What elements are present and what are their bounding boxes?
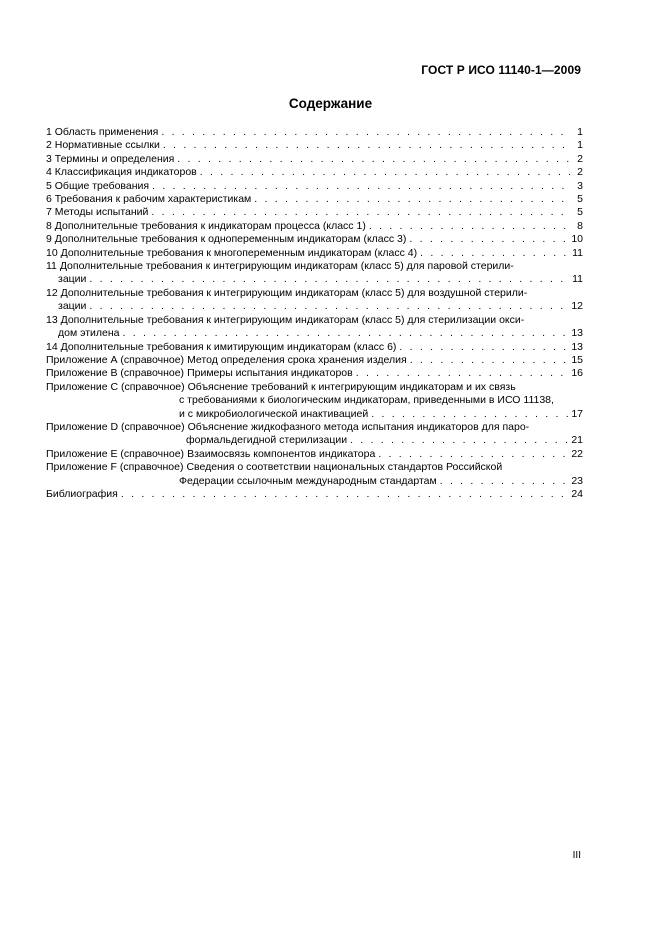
toc-entry-page: 15 xyxy=(571,353,583,366)
toc-entry-line xyxy=(46,341,583,354)
toc-entry-label: 11 Дополнительные требования к интегрирующим индикаторам (класс 5) для паровой стерили- xyxy=(46,260,514,273)
toc-entry-page: 17 xyxy=(571,407,583,420)
appendix-title: с требованиями к биологическим индикаторам, приведенными в ИСО 11138, xyxy=(179,394,554,407)
toc-entry-line xyxy=(46,166,583,179)
toc-entry-line xyxy=(46,193,583,206)
toc-entry-line xyxy=(46,126,583,139)
appendix-title: Объяснение жидкофазного метода испытания индикаторов для паро- xyxy=(187,420,530,433)
page-title: Содержание xyxy=(288,96,373,111)
toc-entry-page: 11 xyxy=(572,246,583,259)
toc-entry-page: 11 xyxy=(572,273,583,286)
toc-entry-page: 5 xyxy=(577,206,583,219)
appendix-prefix: Приложение Е (справочное) xyxy=(46,447,185,460)
appendix-continuation xyxy=(46,434,583,447)
toc-entry[interactable] xyxy=(46,180,583,193)
appendix-title: Объяснение требований к интегрирующим индикаторам и их связь xyxy=(187,380,516,393)
appendix-title: и с микробиологической инактивацией xyxy=(179,407,369,420)
toc-entry-first-line xyxy=(46,314,583,327)
toc-entry[interactable] xyxy=(46,206,583,219)
dot-leader xyxy=(121,488,569,501)
dot-leader xyxy=(161,126,571,139)
toc-entry-continuation xyxy=(46,273,583,286)
toc-entry-line xyxy=(46,206,583,219)
toc-entry-label: 6 Требования к рабочим характеристикам xyxy=(46,193,252,206)
appendix-title: Сведения о соответствии национальных стандартов Российской xyxy=(186,461,503,474)
appendix-first-line xyxy=(46,461,583,474)
toc-entry-continuation xyxy=(46,300,583,313)
dot-leader xyxy=(151,206,571,219)
toc-entry-first-line xyxy=(46,287,583,300)
toc-entry-page: 12 xyxy=(571,300,583,313)
toc-entry[interactable] xyxy=(46,166,583,179)
toc-entry-page: 13 xyxy=(571,340,583,353)
dot-leader xyxy=(89,300,569,313)
toc-entry-page: 1 xyxy=(577,139,583,152)
toc-entry-page: 10 xyxy=(571,233,583,246)
toc-entry-label: 3 Термины и определения xyxy=(46,152,175,165)
toc-entry-page: 23 xyxy=(571,474,583,487)
toc-entry-line xyxy=(46,139,583,152)
toc-entry-label: 4 Классификация индикаторов xyxy=(46,166,197,179)
appendix-first-line xyxy=(46,354,583,367)
dot-leader xyxy=(378,448,569,461)
toc-entry[interactable] xyxy=(46,314,583,341)
appendix-first-line xyxy=(46,381,583,394)
toc-entry[interactable] xyxy=(46,139,583,152)
toc-entry-label: 7 Методы испытаний xyxy=(46,206,149,219)
table-of-contents xyxy=(46,126,583,501)
toc-entry-page: 21 xyxy=(571,434,583,447)
toc-entry-label: 13 Дополнительные требования к интегрирующим индикаторам (класс 5) для стерилизации окси- xyxy=(46,313,525,326)
toc-entry-continuation xyxy=(46,327,583,340)
toc-entry-label: 1 Область применения xyxy=(46,126,159,138)
toc-entry-line xyxy=(46,153,583,166)
dot-leader xyxy=(152,180,571,193)
toc-entry-line xyxy=(46,247,583,260)
toc-entry-label-cont: дом этилена xyxy=(58,327,120,340)
toc-sections xyxy=(46,126,583,354)
toc-appendices xyxy=(46,354,583,488)
dot-leader xyxy=(369,220,571,233)
toc-entry-page: 2 xyxy=(577,166,583,179)
toc-entry-label-cont: зации xyxy=(58,300,87,313)
toc-entry[interactable] xyxy=(46,233,583,246)
appendix-title: Метод определения срока хранения изделия xyxy=(187,353,407,366)
toc-entry[interactable] xyxy=(46,153,583,166)
toc-entry-line xyxy=(46,180,583,193)
appendix-prefix: Приложение А (справочное) xyxy=(46,353,185,366)
toc-entry-label: 10 Дополнительные требования к многопеременным индикаторам (класс 4) xyxy=(46,246,418,259)
dot-leader xyxy=(371,408,569,421)
toc-entry[interactable] xyxy=(46,287,583,314)
dot-leader xyxy=(440,475,570,488)
toc-entry-line xyxy=(46,220,583,233)
toc-entry-page: 22 xyxy=(571,447,583,460)
appendix-title: Примеры испытания индикаторов xyxy=(187,367,353,380)
appendix-title: Федерации ссылочным международным стандартам xyxy=(179,474,437,487)
appendix-first-line xyxy=(46,367,583,380)
toc-appendix-entry[interactable] xyxy=(46,354,583,367)
dot-leader xyxy=(123,327,570,340)
page-number: III xyxy=(572,850,581,861)
appendix-first-line xyxy=(46,448,583,461)
toc-entry-first-line xyxy=(46,260,583,273)
toc-entry-label: 5 Общие требования xyxy=(46,179,150,192)
dot-leader xyxy=(89,273,570,286)
toc-entry-bibliography[interactable] xyxy=(46,488,583,501)
appendix-first-line xyxy=(46,421,583,434)
dot-leader xyxy=(399,341,569,354)
toc-appendix-entry[interactable] xyxy=(46,381,583,421)
toc-entry-label: 2 Нормативные ссылки xyxy=(46,139,160,152)
toc-appendix-entry[interactable] xyxy=(46,367,583,380)
toc-entry[interactable] xyxy=(46,247,583,260)
toc-entry-label: 14 Дополнительные требования к имитирующим индикаторам (класс 6) xyxy=(46,340,397,353)
toc-entry-page: 13 xyxy=(571,327,583,340)
toc-entry[interactable] xyxy=(46,260,583,287)
dot-leader xyxy=(410,354,570,367)
appendix-prefix: Приложение В (справочное) xyxy=(46,367,185,380)
dot-leader xyxy=(420,247,570,260)
toc-entry-page: 8 xyxy=(577,219,583,232)
appendix-title: Взаимосвязь компонентов индикатора xyxy=(187,447,376,460)
toc-entry-line xyxy=(46,233,583,246)
dot-leader xyxy=(254,193,571,206)
toc-entry-page: 1 xyxy=(577,126,583,138)
toc-appendix-entry[interactable] xyxy=(46,448,583,461)
toc-entry-label: Библиография xyxy=(46,487,118,500)
toc-entry-label: 8 Дополнительные требования к индикаторам процесса (класс 1) xyxy=(46,219,366,232)
dot-leader xyxy=(350,434,569,447)
appendix-title: формальдегидной стерилизации xyxy=(186,434,348,447)
appendix-continuation xyxy=(46,394,583,407)
appendix-prefix: Приложение D (справочное) xyxy=(46,420,185,433)
toc-entry[interactable] xyxy=(46,220,583,233)
toc-entry[interactable] xyxy=(46,126,583,139)
dot-leader xyxy=(409,233,569,246)
appendix-continuation xyxy=(46,475,583,488)
toc-appendix-entry[interactable] xyxy=(46,461,583,488)
toc-entry-page: 3 xyxy=(577,179,583,192)
dot-leader xyxy=(177,153,571,166)
toc-entry[interactable] xyxy=(46,341,583,354)
toc-entry-label-cont: зации xyxy=(58,273,87,286)
toc-entry-label: 9 Дополнительные требования к однопеременным индикаторам (класс 3) xyxy=(46,233,407,246)
appendix-continuation xyxy=(46,408,583,421)
toc-entry-page: 16 xyxy=(571,367,583,380)
toc-entry-page: 2 xyxy=(577,152,583,165)
appendix-prefix: Приложение F (справочное) xyxy=(46,461,184,474)
toc-entry-page: 24 xyxy=(571,487,583,500)
toc-entry-label: 12 Дополнительные требования к интегрирующим индикаторам (класс 5) для воздушной стерили- xyxy=(46,286,528,299)
toc-appendix-entry[interactable] xyxy=(46,421,583,448)
toc-entry-page: 5 xyxy=(577,193,583,206)
appendix-prefix: Приложение С (справочное) xyxy=(46,380,185,393)
document-code: ГОСТ Р ИСО 11140-1—2009 xyxy=(421,63,581,77)
dot-leader xyxy=(356,367,570,380)
dot-leader xyxy=(200,166,571,179)
toc-entry[interactable] xyxy=(46,193,583,206)
dot-leader xyxy=(163,139,571,152)
